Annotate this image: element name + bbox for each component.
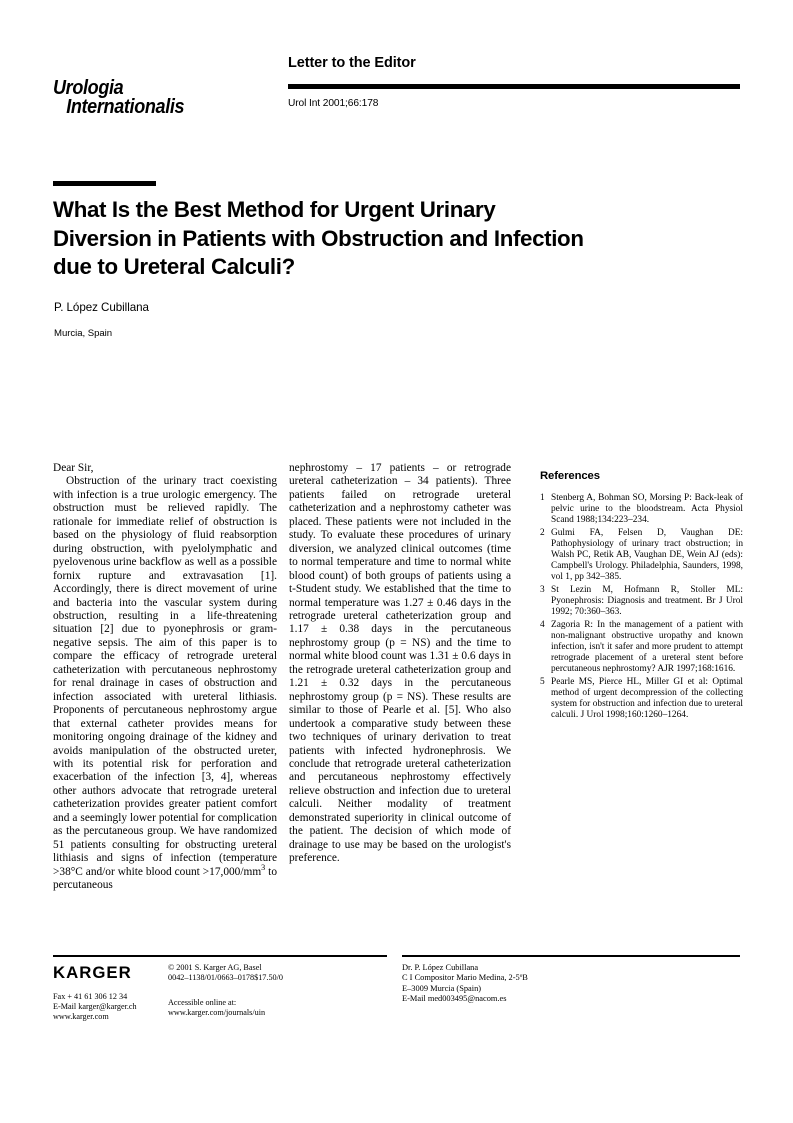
body-text-1-tail: to percutaneous [53,865,277,892]
reference-item [540,620,743,675]
page-title: What Is the Best Method for Urgent Urinary Diversion in Patients with Obstruction and Infection due to Ureteral Calculi? [53,197,584,279]
karger-logo: KARGER [53,963,132,982]
body-paragraph-2: nephrostomy – 17 patients – or retrograde ureteral catheterization – 34 patients). Three patients failed on retrograde ureteral catheterization and a nephrostomy catheter was placed. These patients were not included in the study. To evaluate these procedures of urinary diversion, we analyzed clinical outcomes (time to normal temperature and time to normal white blood count) of both groups of patients using a t-Student study. We established that the time to normal temperature was 1.27 ± 0.46 days in the retrograde ureteral catheterization group and 1.17 ± 0.38 days in the percutaneous nephrostomy group (p = NS) and the time to normal white blood count was 1.31 ± 0.6 days in the retrograde ureteral catheterization group and 1.21 ± 0.32 days in the percutaneous nephrostomy group (p = NS). These results are similar to those of Pearle et al. [5]. Who also undertook a comparative study between these two techniques of urinary derivation to treat patients with infected hydronephrosis. We conclude that retrograde ureteral catheterization and percutaneous nephrostomy effectively relieve obstruction and infection due to ureteral calculi. Neither modality of treatment demonstrated superiority in clinical outcome of the patient. The decision of which mode of drainage to use may be based on the urologist's preference. [289,462,511,865]
header-block [288,55,740,109]
title-rule [53,181,156,186]
body-column-1 [53,462,277,893]
issn-line: 0042–1138/01/0663–0178$17.50/0 [168,973,284,983]
reference-number: 2 [540,527,545,538]
publisher-fax: Fax + 41 61 306 12 34 [53,992,128,1001]
publisher-block [53,963,173,1023]
body-column-2 [289,462,511,866]
online-access-label: Accessible online at: [168,997,237,1007]
correspondence-street: C I Compositor Mario Medina, 2-5ºB [402,973,528,983]
section-title: Letter to the Editor [288,55,416,71]
references-heading: References [540,470,600,482]
journal-logo-line2: Internationalis [66,95,185,118]
author-name: P. López Cubillana [54,301,149,314]
header-rule [288,84,740,89]
correspondence-city: E–3009 Murcia (Spain) [402,983,482,993]
reference-text: Gulmi FA, Felsen D, Vaughan DE: Pathophysiology of urinary tract obstruction; in Walsh PC, Retik AB, Vaughan DE, Wein AJ (eds): Campbell's Urology. Philadelphia, Saunders, 1998, vol 1, pp 342–385. [551,527,743,583]
reference-text: Stenberg A, Bohman SO, Morsing P: Back-leak of pelvic urine to the bloodstream. Acta Physiol Scand 1988;134:223–234. [551,493,743,526]
journal-masthead [53,78,273,116]
references-section [540,470,743,722]
superscript-cubic: 3 [261,862,266,872]
journal-citation: Urol Int 2001;66:178 [288,98,379,109]
salutation: Dear Sir, [53,462,94,474]
online-access-url[interactable]: www.karger.com/journals/uin [168,1007,266,1017]
reference-number: 5 [540,676,545,687]
publisher-contact [53,992,173,1023]
reference-number: 1 [540,493,545,503]
reference-item [540,493,743,526]
journal-logo [53,78,247,116]
reference-number: 4 [540,619,545,630]
copyright-notice: © 2001 S. Karger AG, Basel [168,963,262,972]
journal-logo-line1: Urologia [53,76,124,99]
body-paragraph-1 [53,475,277,892]
correspondence-name: Dr. P. López Cubillana [402,963,479,972]
footer-rule-left [53,955,387,957]
body-text-1: Obstruction of the urinary tract coexisting with infection is a true urologic emergency. The obstruction must be relieved rapidly. The rationale for immediate relief of obstruction is based on the physiology of fluid reabsorption during obstruction, with pyelolymphatic and pyelovenous urine backflow as well as a possible fornix rupture and extravasation [1]. Accordingly, there is direct movement of urine and bacteria into the vascular system during obstruction, resulting in a life-threatening situation [2] due to pyonephrosis or gram-negative sepsis. The aim of this paper is to compare the efficacy of retrograde ureteral catheterization with percutaneous nephrostomy for renal drainage in cases of obstruction and infection associated with ureteral lithiasis. Proponents of percutaneous nephrostomy argue that external catheter provides means for monitoring ongoing drainage of the kidney and avoids manipulation of the obstructed ureter, with its potential risk for perforation and exacerbation of the infection [3, 4], whereas other authors advocate that retrograde ureteral catheterization provides greater patient comfort and a seemingly lower potential for complication as the percutaneous group. We have randomized 51 patients consulting for obstructing ureteral lithiasis and signs of infection (temperature >38°C and/or white blood count >17,000/mm [53,475,277,878]
reference-number: 3 [540,584,545,595]
author-affiliation: Murcia, Spain [54,328,113,339]
copyright-block [168,963,368,1018]
publisher-website[interactable]: www.karger.com [53,1012,109,1022]
reference-item [540,677,743,721]
reference-text: Pearle MS, Pierce HL, Miller GI et al: Optimal method of urgent decompression of the collecting system for obstruction and infection due to ureteral calculi. J Urol 1998;160:1260–1264. [551,676,743,720]
reference-item [540,528,743,583]
correspondence-block [402,963,702,1005]
reference-item [540,585,743,618]
publisher-email: E-Mail karger@karger.ch [53,1002,137,1012]
reference-text: St Lezin M, Hofmann R, Stoller ML: Pyonephrosis: Diagnosis and treatment. Br J Urol 1992; 70:360–363. [551,584,743,617]
correspondence-email: E-Mail med003495@nacom.es [402,994,507,1004]
footer-rule-right [402,955,740,957]
reference-text: Zagoria R: In the management of a patient with non-malignant obstructive uropathy and known infection, isn't it safer and more prudent to attempt retrograde placement of a ureteral stent before percutaneous nephrostomy? AJR 1997;168:1616. [551,619,743,674]
